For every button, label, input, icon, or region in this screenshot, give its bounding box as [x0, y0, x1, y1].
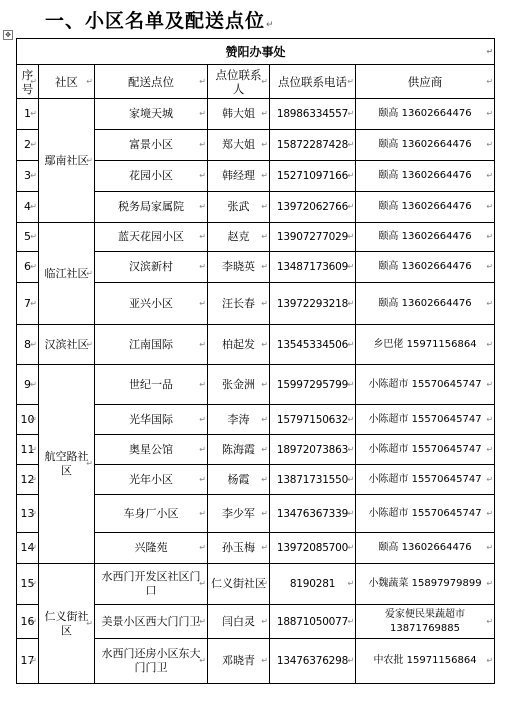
- row-supplier: 颐高 13602664476 ↵: [356, 283, 495, 325]
- row-supplier: 颐高 13602664476 ↵: [356, 533, 495, 564]
- row-phone: 8190281 ↵: [270, 564, 356, 605]
- row-contact: 韩大姐 ↵: [208, 99, 270, 130]
- row-point: 光年小区 ↵: [95, 465, 208, 495]
- table-move-handle-icon[interactable]: ✥: [3, 30, 13, 40]
- row-supplier: 小陈超市 15570645747 ↵: [356, 405, 495, 435]
- row-point: 税务局家属院 ↵: [95, 192, 208, 223]
- row-contact: 李晓英 ↵: [208, 252, 270, 283]
- row-contact: 仁义街社区 ↵: [208, 564, 270, 605]
- row-no: 8 ↵: [17, 325, 39, 365]
- row-contact: 李涛 ↵: [208, 405, 270, 435]
- row-phone: 13476376298 ↵: [270, 639, 356, 684]
- row-point: 世纪一品 ↵: [95, 365, 208, 405]
- row-supplier: 乡巴佬 15971156864 ↵: [356, 325, 495, 365]
- row-community: 临江社区 ↵: [39, 223, 95, 325]
- row-contact: 孙玉梅 ↵: [208, 533, 270, 564]
- row-phone: 15797150632 ↵: [270, 405, 356, 435]
- row-phone: 13972085700 ↵: [270, 533, 356, 564]
- row-point: 奥星公馆 ↵: [95, 435, 208, 465]
- row-contact: 杨霞 ↵: [208, 465, 270, 495]
- row-supplier: 颐高 13602664476 ↵: [356, 223, 495, 252]
- row-phone: 13476367339 ↵: [270, 495, 356, 533]
- row-supplier: 颐高 13602664476 ↵: [356, 161, 495, 192]
- distribution-table: [16, 38, 495, 684]
- row-supplier: 颐高 13602664476 ↵: [356, 99, 495, 130]
- office-title: 赞阳办事处 ↵: [17, 39, 495, 65]
- row-phone: 18871050077 ↵: [270, 605, 356, 639]
- row-no: 15 ↵: [17, 564, 39, 605]
- row-no: 6 ↵: [17, 252, 39, 283]
- row-phone: 13972293218 ↵: [270, 283, 356, 325]
- row-contact: 赵克 ↵: [208, 223, 270, 252]
- row-no: 7 ↵: [17, 283, 39, 325]
- row-no: 9 ↵: [17, 365, 39, 405]
- row-no: 17 ↵: [17, 639, 39, 684]
- header-community: 社区 ↵: [39, 65, 95, 99]
- row-contact: 闫白灵 ↵: [208, 605, 270, 639]
- header-point: 配送点位 ↵: [95, 65, 208, 99]
- table-row: [17, 365, 495, 405]
- row-contact: 郑大姐 ↵: [208, 130, 270, 161]
- row-supplier: 小陈超市 15570645747 ↵: [356, 435, 495, 465]
- row-contact: 柏起发 ↵: [208, 325, 270, 365]
- row-supplier: 颐高 13602664476 ↵: [356, 130, 495, 161]
- header-phone: 点位联系电话 ↵: [270, 65, 356, 99]
- row-contact: 陈海霞 ↵: [208, 435, 270, 465]
- header-supplier: 供应商 ↵: [356, 65, 495, 99]
- row-no: 5 ↵: [17, 223, 39, 252]
- row-community: 仁义街社区 ↵: [39, 564, 95, 684]
- row-supplier: 小魏蔬菜 15897979899 ↵: [356, 564, 495, 605]
- row-point: 水西门还房小区东大门门卫 ↵: [95, 639, 208, 684]
- table-row: [17, 99, 495, 130]
- row-contact: 汪长春 ↵: [208, 283, 270, 325]
- row-no: 12 ↵: [17, 465, 39, 495]
- row-point: 江南国际 ↵: [95, 325, 208, 365]
- row-point: 蓝天花园小区 ↵: [95, 223, 208, 252]
- row-contact: 韩经理 ↵: [208, 161, 270, 192]
- row-no: 16 ↵: [17, 605, 39, 639]
- header-contact: 点位联系人 ↵: [208, 65, 270, 99]
- row-point: 汉滨新村 ↵: [95, 252, 208, 283]
- row-contact: 李少军 ↵: [208, 495, 270, 533]
- row-phone: 15872287428 ↵: [270, 130, 356, 161]
- row-point: 水西门开发区社区门口 ↵: [95, 564, 208, 605]
- row-phone: 13907277029 ↵: [270, 223, 356, 252]
- page-heading: 一、小区名单及配送点位↵: [45, 10, 275, 32]
- row-supplier: 小陈超市 15570645747 ↵: [356, 495, 495, 533]
- row-point: 亚兴小区 ↵: [95, 283, 208, 325]
- row-phone: 15997295799 ↵: [270, 365, 356, 405]
- row-point: 富景小区 ↵: [95, 130, 208, 161]
- row-point: 美景小区西大门门卫 ↵: [95, 605, 208, 639]
- row-phone: 13545334506 ↵: [270, 325, 356, 365]
- row-supplier: 小陈超市 15570645747 ↵: [356, 465, 495, 495]
- row-phone: 18972073863 ↵: [270, 435, 356, 465]
- row-point: 车身厂小区 ↵: [95, 495, 208, 533]
- header-no: 序号 ↵: [17, 65, 39, 99]
- row-contact: 张武 ↵: [208, 192, 270, 223]
- row-point: 光华国际 ↵: [95, 405, 208, 435]
- row-phone: 13487173609 ↵: [270, 252, 356, 283]
- row-no: 4 ↵: [17, 192, 39, 223]
- row-no: 14 ↵: [17, 533, 39, 564]
- row-community: 汉滨社区 ↵: [39, 325, 95, 365]
- row-phone: 13972062766 ↵: [270, 192, 356, 223]
- row-point: 花园小区 ↵: [95, 161, 208, 192]
- row-supplier: 中农批 15971156864 ↵: [356, 639, 495, 684]
- table-row: [17, 325, 495, 365]
- row-no: 13 ↵: [17, 495, 39, 533]
- row-phone: 13871731550 ↵: [270, 465, 356, 495]
- row-phone: 18986334557 ↵: [270, 99, 356, 130]
- row-supplier: 小陈超市 15570645747 ↵: [356, 365, 495, 405]
- row-contact: 邓晓青 ↵: [208, 639, 270, 684]
- row-supplier: 颐高 13602664476 ↵: [356, 252, 495, 283]
- row-phone: 15271097166 ↵: [270, 161, 356, 192]
- row-community: 航空路社区 ↵: [39, 365, 95, 564]
- row-point: 家境天城 ↵: [95, 99, 208, 130]
- row-contact: 张金洲 ↵: [208, 365, 270, 405]
- row-no: 1 ↵: [17, 99, 39, 130]
- row-no: 10 ↵: [17, 405, 39, 435]
- row-no: 11 ↵: [17, 435, 39, 465]
- row-point: 兴隆苑 ↵: [95, 533, 208, 564]
- row-no: 2 ↵: [17, 130, 39, 161]
- table-row: [17, 223, 495, 252]
- row-no: 3 ↵: [17, 161, 39, 192]
- row-supplier: 颐高 13602664476 ↵: [356, 192, 495, 223]
- row-community: 鄢南社区 ↵: [39, 99, 95, 223]
- row-supplier: 爱家便民果蔬超市 13871769885 ↵: [356, 605, 495, 639]
- table-row: [17, 564, 495, 605]
